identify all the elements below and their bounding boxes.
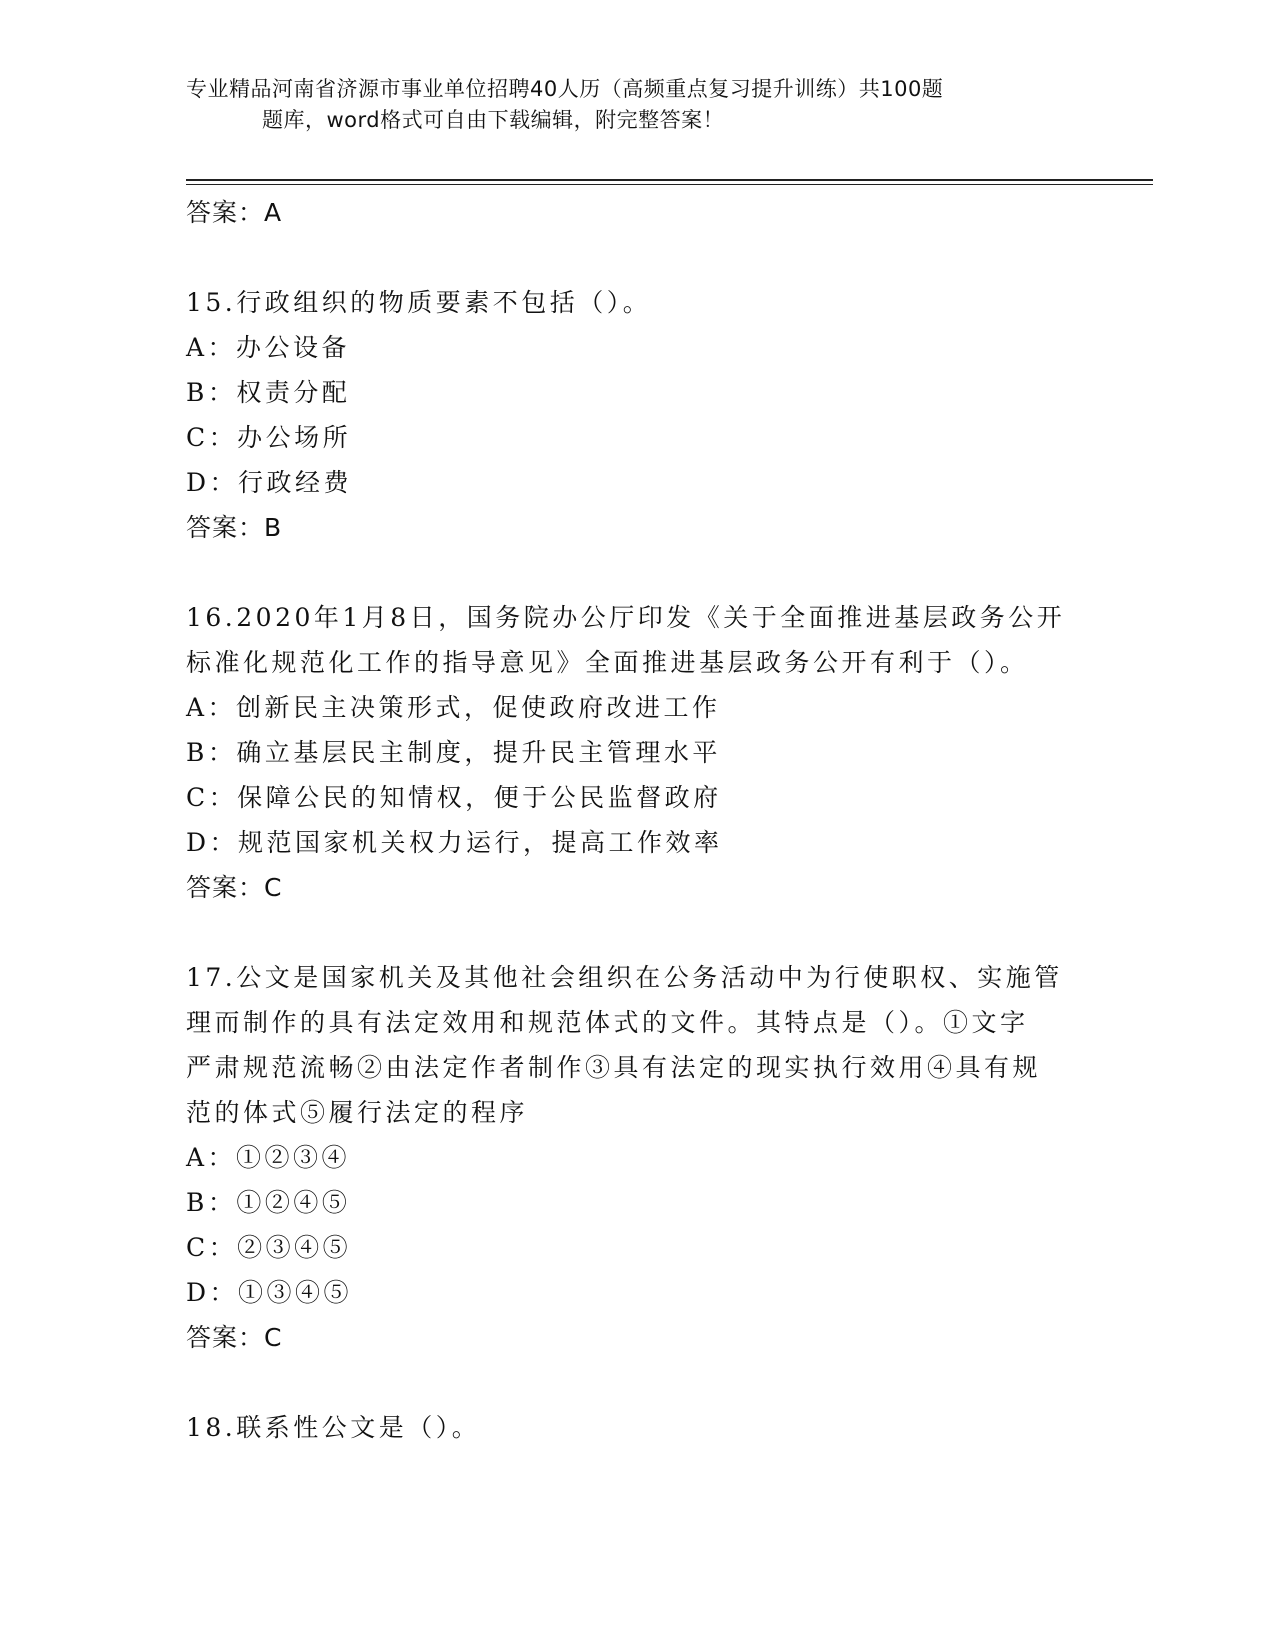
question-list: [186, 190, 1086, 1450]
answer-label: 答案：: [186, 513, 265, 542]
option-b: B：①②④⑤: [186, 1188, 351, 1217]
header-divider-thick: [186, 179, 1153, 181]
answer-value: A: [264, 198, 283, 227]
header-divider-thin: [186, 184, 1153, 185]
option-b: B：确立基层民主制度，提升民主管理水平: [186, 738, 721, 767]
option-a: A：办公设备: [186, 333, 351, 362]
answer-value: B: [264, 513, 283, 542]
spacer: [186, 1360, 1086, 1405]
answer-label: 答案：: [186, 1323, 265, 1352]
option-d: D：规范国家机关权力运行，提高工作效率: [186, 828, 723, 857]
question-text: 标准化规范化工作的指导意见》全面推进基层政务公开有利于（）。: [186, 648, 1029, 677]
question-item: [186, 595, 1086, 910]
question-item: [186, 1405, 1086, 1450]
question-text: 严肃规范流畅②由法定作者制作③具有法定的现实执行效用④具有规: [186, 1053, 1042, 1082]
question-text: 理而制作的具有法定效用和规范体式的文件。其特点是（）。①文字: [186, 1008, 1029, 1037]
option-b: B：权责分配: [186, 378, 351, 407]
spacer: [186, 235, 1086, 280]
option-c: C：保障公民的知情权，便于公民监督政府: [186, 783, 722, 812]
answer-line: [186, 1315, 1086, 1360]
option-a: A：①②③④: [186, 1143, 351, 1172]
answer-value: C: [264, 873, 283, 902]
option-c: C：②③④⑤: [186, 1233, 352, 1262]
question-text: 15.行政组织的物质要素不包括（）。: [186, 288, 652, 317]
answer-label: 答案：: [186, 198, 265, 227]
spacer: [186, 550, 1086, 595]
question-item: [186, 280, 1086, 550]
spacer: [186, 910, 1086, 955]
answer-line: [186, 505, 1086, 550]
answer-line: [186, 190, 1086, 235]
answer-line: [186, 865, 1086, 910]
option-a: A：创新民主决策形式，促使政府改进工作: [186, 693, 721, 722]
question-text: 范的体式⑤履行法定的程序: [186, 1098, 529, 1127]
question-text: 17.公文是国家机关及其他社会组织在公务活动中为行使职权、实施管: [186, 963, 1063, 992]
question-text: 16.2020年1月8日，国务院办公厅印发《关于全面推进基层政务公开: [186, 603, 1066, 632]
question-item: [186, 955, 1086, 1360]
option-c: C：办公场所: [186, 423, 352, 452]
document-header: [186, 74, 1066, 136]
option-d: D：行政经费: [186, 468, 353, 497]
header-title-line-2: 题库，word格式可自由下载编辑，附完整答案！: [262, 108, 725, 132]
answer-value: C: [264, 1323, 283, 1352]
header-title-line-1: 专业精品河南省济源市事业单位招聘40人历（高频重点复习提升训练）共100题: [186, 77, 944, 101]
option-d: D：①③④⑤: [186, 1278, 353, 1307]
question-text: 18.联系性公文是（）。: [186, 1413, 481, 1442]
answer-label: 答案：: [186, 873, 265, 902]
